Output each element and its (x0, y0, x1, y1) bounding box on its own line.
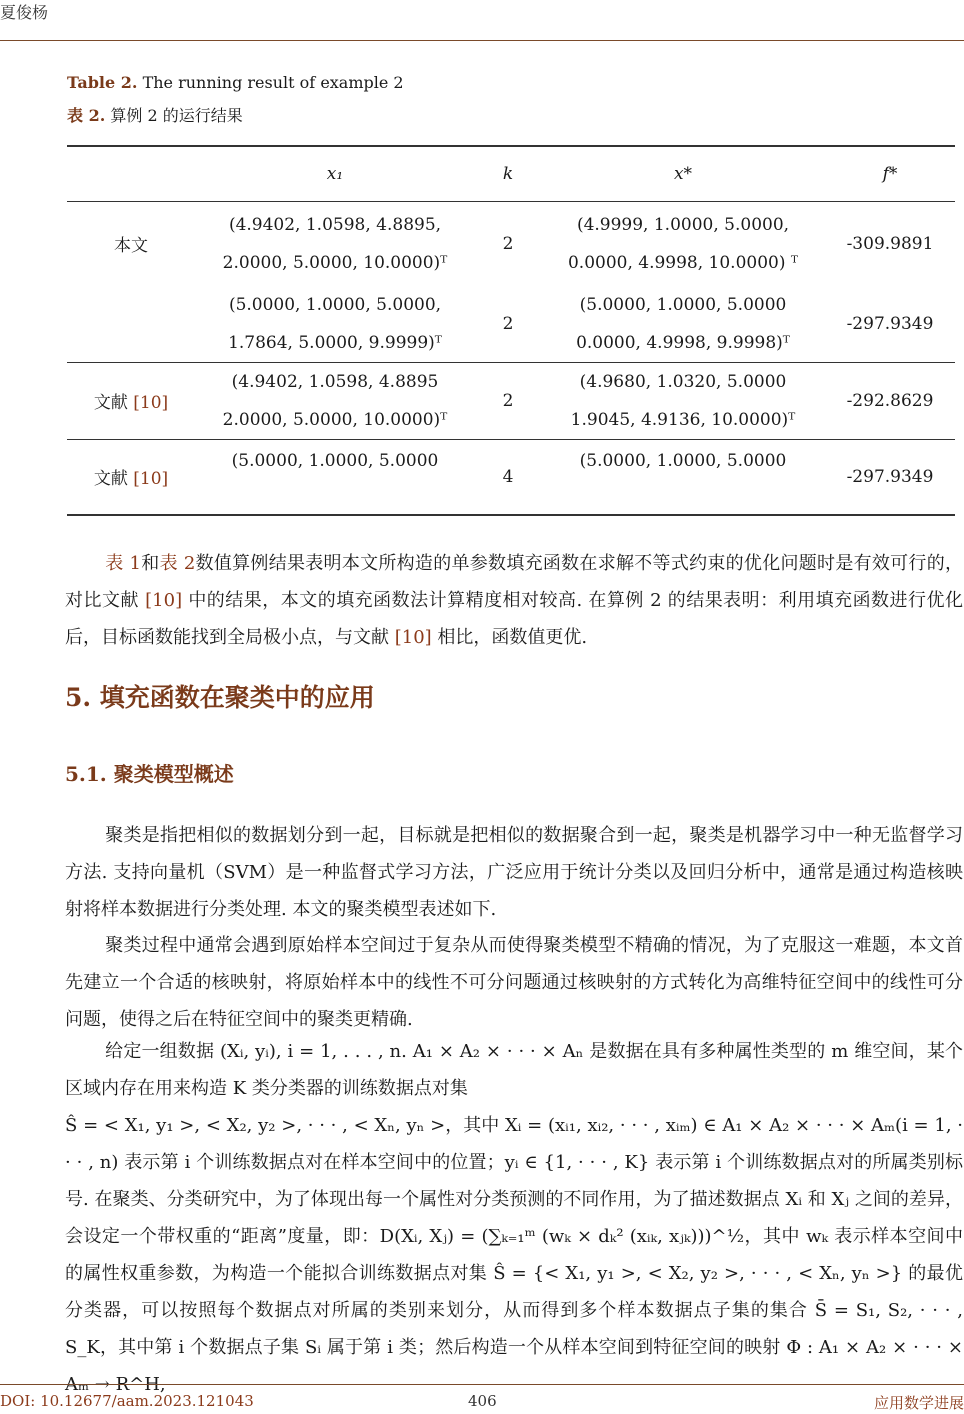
citation-link[interactable]: [10] (133, 469, 169, 490)
table-caption-en-text: The running result of example 2 (142, 73, 404, 92)
table-row (67, 439, 955, 515)
cell-xstar-line1: (4.9680, 1.0320, 5.0000 (579, 371, 787, 392)
para-text: 数值算例结果表明本文所构造的单参数填充函数在求解不等式约束的优化问题时是有效可行的，对比文献 (65, 553, 963, 611)
header-k: k (502, 164, 514, 184)
cell-xstar-line1: (5.0000, 1.0000, 5.0000 (579, 450, 787, 471)
footer-doi-link[interactable]: DOI: 10.12677/aam.2023.121043 (0, 1392, 254, 1410)
header-x1: x₁ (326, 164, 344, 184)
method-label: 文献 (93, 469, 128, 490)
para-text: 给定一组数据 (Xᵢ, yᵢ), i = 1, . . . , n. A₁ × A₂ × · · · × Aₙ 是数据在具有多种属性类型的 m 维空间，某个区域内存在用来构造 K 类分类器的训练数据点对集 (65, 1041, 963, 1099)
table-caption-zh-text: 算例 2 的运行结果 (110, 106, 243, 125)
cell-k: 4 (502, 466, 514, 487)
results-table-wrap (67, 145, 955, 516)
footer-page-number: 406 (468, 1392, 497, 1410)
cell-x1-line1: (4.9402, 1.0598, 4.8895, (228, 214, 442, 235)
cell-x1-line1: (5.0000, 1.0000, 5.0000, (228, 294, 442, 315)
table1-link[interactable]: 表 1 (105, 553, 142, 574)
cell-xstar-line2: 0.0000, 4.9998, 10.0000) ᵀ (567, 252, 799, 273)
cell-xstar (541, 439, 825, 515)
cell-k: 2 (502, 390, 514, 411)
para-text: 相比，函数值更优. (431, 627, 588, 648)
citation-link[interactable]: [10] (133, 393, 169, 413)
header-rule (0, 40, 964, 41)
running-header-author: 夏俊杨 (0, 3, 49, 22)
cell-x1-line1: (4.9402, 1.0598, 4.8895 (231, 371, 439, 392)
para-text: Ŝ = < X₁, y₁ >, < X₂, y₂ >, · · · , < Xₙ, yₙ >，其中 Xᵢ = (xᵢ₁, xᵢ₂, · · · , xᵢₘ) ∈ A₁ × A₂ × · · · × Aₘ(i = 1, · · · , n) 表示第 i 个训练数据点对在样本空间中的位置；yᵢ ∈ {1, · · · , K} 表示第 i 个训练数据点对的所属类别标号. 在聚类、分类研究中，为了体现出每一个属性对分类预测的不同作用，为了描述数据点 Xᵢ 和 Xⱼ 之间的差异，会设定一个带权重的“距离”度量，即：D(Xᵢ, Xⱼ) = (∑ₖ₌₁ᵐ (wₖ × dₖ² (xᵢₖ, xⱼₖ)))^½，其中 wₖ 表示样本空间中的属性权重参数，为构造一个能拟合训练数据点对集 Ŝ = {< X₁, y₁ >, < X₂, y₂ >, · · · , < Xₙ, yₙ >} 的最优分类器，可以按照每个数据点对所属的类别来划分，从而得到多个样本数据点子集的集合 S̄ = S₁, S₂, · · · , S_K，其中第 i 个数据点子集 Sᵢ 属于第 i 类；然后构造一个从样本空间到特征空间的映射 Φ : A₁ × A₂ × · · · × Aₘ → R^H, (65, 1115, 963, 1395)
table-header-row (67, 146, 955, 202)
paragraph-table-discussion (65, 545, 963, 656)
cell-method (67, 286, 195, 363)
cell-method (67, 439, 195, 515)
method-label: 文献 (93, 393, 128, 413)
citation-link[interactable]: [10] (394, 627, 432, 648)
cell-x1-line2: 2.0000, 5.0000, 10.0000)ᵀ (222, 252, 448, 273)
header-fstar: f* (882, 164, 898, 184)
cell-fstar: -297.9349 (846, 466, 934, 487)
footer-journal-link[interactable]: 应用数学进展 (873, 1394, 964, 1412)
cell-x1-line1: (5.0000, 1.0000, 5.0000 (231, 450, 439, 471)
cell-method (67, 362, 195, 439)
cell-xstar (541, 362, 825, 439)
cell-x1 (195, 362, 475, 439)
cell-xstar (541, 202, 825, 286)
cell-x1 (195, 202, 475, 286)
paragraph-clustering-intro (65, 817, 963, 928)
table-caption-zh (67, 103, 243, 126)
cell-xstar-line1: (4.9999, 1.0000, 5.0000, (576, 214, 790, 235)
paragraph-kernel-mapping (65, 927, 963, 1038)
cell-k: 2 (502, 313, 514, 334)
para-text: 聚类是指把相似的数据划分到一起，目标就是把相似的数据聚合到一起，聚类是机器学习中一种无监督学习方法. 支持向量机（SVM）是一种监督式学习方法，广泛应用于统计分类以及回归分析中，通常是通过构造核映射将样本数据进行分类处理. 本文的聚类模型表述如下. (65, 825, 963, 920)
cell-x1 (195, 286, 475, 363)
para-text: 和 (141, 553, 160, 574)
table2-link[interactable]: 表 2 (159, 553, 196, 574)
para-text: 中的结果，本文的填充函数法计算精度相对较高. 在算例 2 的结果表明：利用填充函数进行优化后，目标函数能找到全局极小点，与文献 (65, 590, 963, 648)
header-method (67, 146, 195, 202)
table-row (67, 286, 955, 363)
citation-link[interactable]: [10] (145, 590, 183, 611)
cell-x1-line2: 1.7864, 5.0000, 9.9999)ᵀ (228, 332, 442, 353)
table-caption-zh-label: 表 2. (67, 106, 106, 125)
cell-fstar: -297.9349 (846, 313, 934, 334)
table-caption-en-label: Table 2. (67, 73, 138, 92)
section-heading-5: 5. 填充函数在聚类中的应用 (65, 683, 375, 712)
table-row (67, 202, 955, 286)
cell-x1 (195, 439, 475, 515)
paragraph-model-definition (65, 1033, 963, 1403)
results-table (67, 145, 955, 516)
cell-fstar: -309.9891 (846, 233, 934, 254)
table-row (67, 362, 955, 439)
section-heading-5-1: 5.1. 聚类模型概述 (65, 762, 234, 786)
cell-xstar-line2: 1.9045, 4.9136, 10.0000)ᵀ (570, 409, 796, 430)
cell-k: 2 (502, 233, 514, 254)
header-xstar: x* (673, 164, 693, 184)
cell-x1-line2: 2.0000, 5.0000, 10.0000)ᵀ (222, 409, 448, 430)
cell-xstar-line2: 0.0000, 4.9998, 9.9998)ᵀ (576, 332, 790, 353)
footer-rule (0, 1384, 964, 1385)
para-text: 聚类过程中通常会遇到原始样本空间过于复杂从而使得聚类模型不精确的情况，为了克服这一难题，本文首先建立一个合适的核映射，将原始样本中的线性不可分问题通过核映射的方式转化为高维特征空间中的线性可分问题，使得之后在特征空间中的聚类更精确. (65, 935, 963, 1030)
cell-fstar: -292.8629 (846, 390, 934, 411)
cell-xstar-line1: (5.0000, 1.0000, 5.0000 (579, 294, 787, 315)
table-caption-en (67, 73, 404, 92)
cell-xstar (541, 286, 825, 363)
cell-method: 本文 (114, 236, 148, 257)
